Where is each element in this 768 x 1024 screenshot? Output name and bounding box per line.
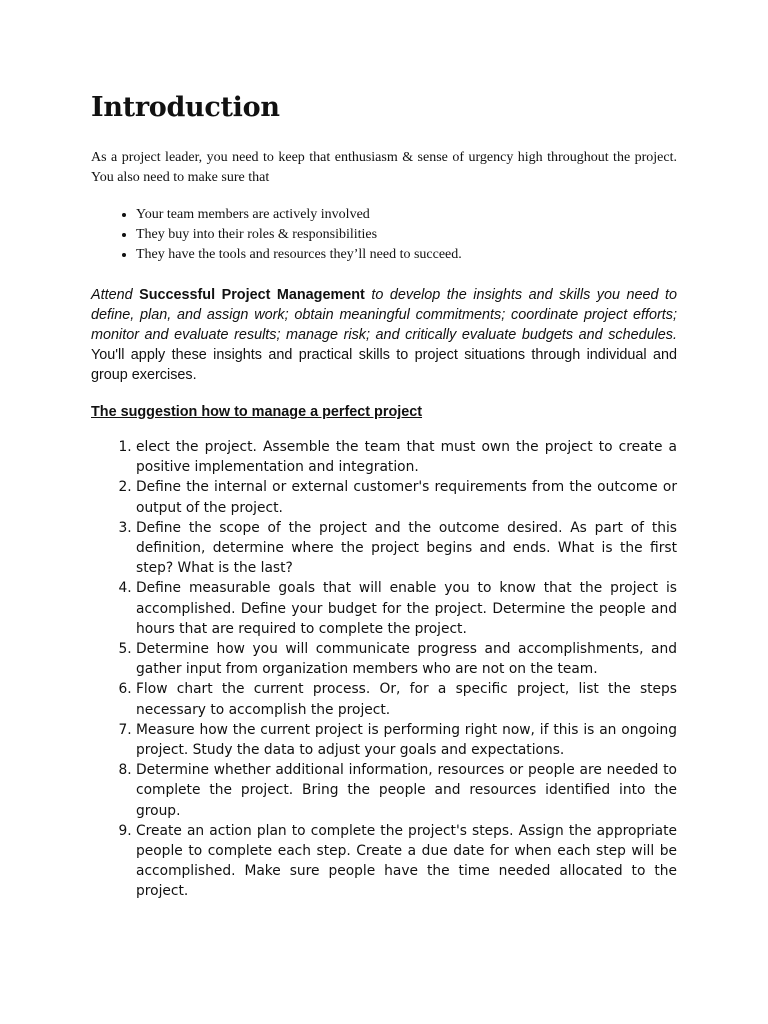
- intro-paragraph: As a project leader, you need to keep that enthusiasm & sense of urgency high throughout the project. You also need to make sure that: [91, 150, 677, 185]
- requirements-bullet-list: [91, 205, 677, 265]
- list-item: 7. Measure how the current project is performing right now, if this is an ongoing project. Study the data to adjust your goals and expectations.: [136, 720, 677, 760]
- list-item: 1. elect the project. Assemble the team that must own the project to create a positive implementation and integration.: [136, 437, 677, 477]
- attend-italic-text: to develop the insights and skills you need to define, plan, and assign work; obtain meaningful commitments; coordinate project efforts; monitor and evaluate results; manage risk; and critically evaluate budgets and schedules.: [91, 287, 677, 343]
- course-name: Successful Project Management: [139, 287, 365, 303]
- page-title: Introduction: [91, 92, 280, 123]
- list-item: 9. Create an action plan to complete the project's steps. Assign the appropriate people to complete each step. Create a due date for when each step will be accomplished. Make sure people have the time needed allocated to the project.: [136, 821, 677, 902]
- section-heading: The suggestion how to manage a perfect project: [91, 404, 423, 420]
- list-item: 8. Determine whether additional information, resources or people are needed to complete the project. Bring the people and resources identified into the group.: [136, 760, 677, 821]
- attend-lead: Attend: [91, 287, 140, 303]
- bullet-item: • They buy into their roles & responsibilities: [136, 225, 677, 245]
- list-item: 2. Define the internal or external customer's requirements from the outcome or output of the project.: [136, 477, 677, 517]
- bullet-item: • Your team members are actively involved: [136, 205, 677, 225]
- list-item: 5. Determine how you will communicate progress and accomplishments, and gather input from organization members who are not on the team.: [136, 639, 677, 679]
- attend-plain-text: You'll apply these insights and practical skills to project situations through individual and group exercises.: [91, 347, 677, 383]
- document-page: [91, 88, 677, 902]
- bullet-item: • They have the tools and resources they’ll need to succeed.: [136, 245, 677, 265]
- steps-numbered-list: [91, 437, 677, 902]
- attend-paragraph: [91, 285, 677, 385]
- list-item: 3. Define the scope of the project and the outcome desired. As part of this definition, determine where the project begins and ends. What is the first step? What is the last?: [136, 518, 677, 579]
- list-item: 4. Define measurable goals that will enable you to know that the project is accomplished. Define your budget for the project. Determine the people and hours that are required to complete the project.: [136, 578, 677, 639]
- list-item: 6. Flow chart the current process. Or, for a specific project, list the steps necessary to accomplish the project.: [136, 679, 677, 719]
